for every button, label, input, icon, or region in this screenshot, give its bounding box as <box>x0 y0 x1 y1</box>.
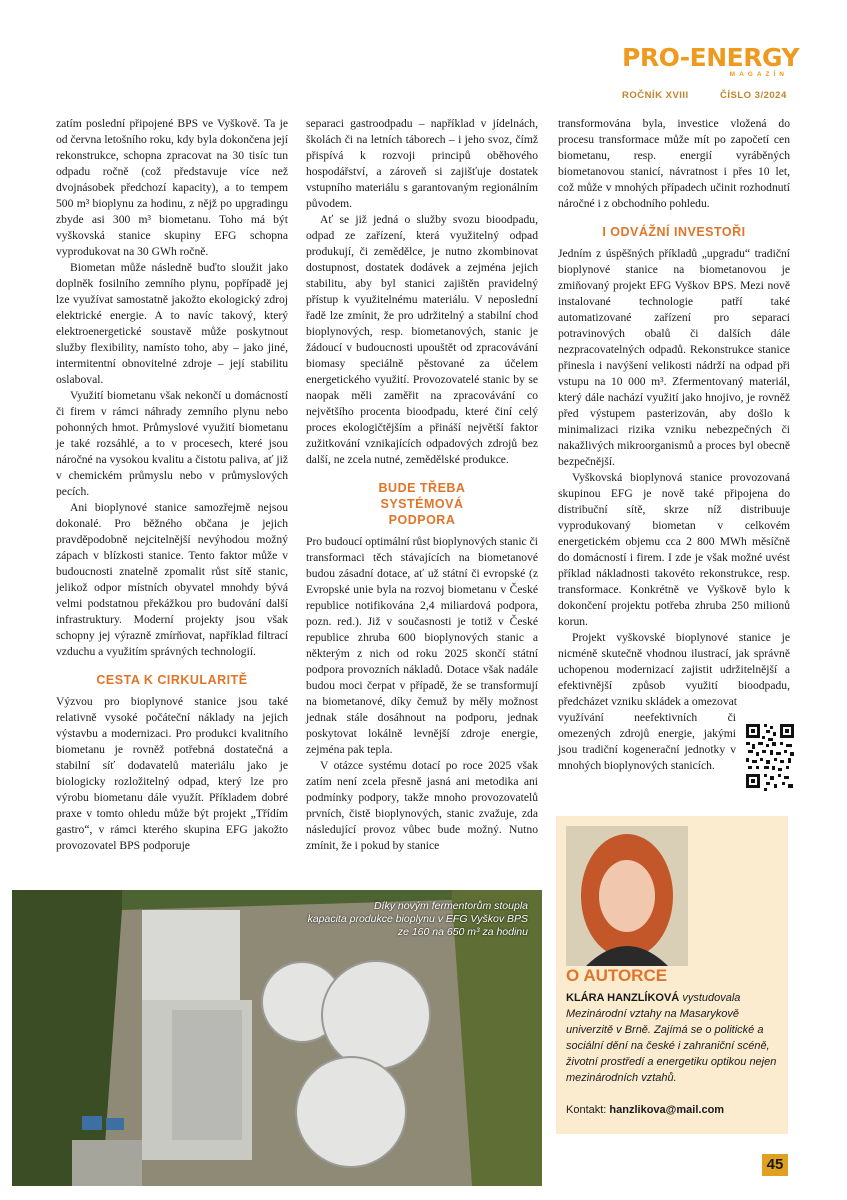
paragraph: separaci gastroodpadu – například v jídelnách, školách či na letních táborech – i jeho svoz, čímž přispívá k rozvoji principů oběhového hospodářství, a zároveň si zajišťuje dostatek vstupního materiálu s garantovaným regionálním původem. <box>306 117 538 210</box>
paragraph: Ani bioplynové stanice samozřejmě nejsou dokonalé. Pro běžného občana je jejich pravděpodobně nejcitelnější nevýhodou možný zápach v blízkosti stanice. Tento faktor může v budoucnosti znatelně zpomalit růst sítě stanic, jelikož odpor místních obyvatel mnohdy bývá velmi podstatnou překážkou pro budování další infrastruktury. Moderní projekty jsou však schopny jej výrazně zmírňovat, například filtrací vzduchu a využitím správných technologií. <box>56 501 288 658</box>
magazine-logo <box>622 43 800 84</box>
biogas-plant-aerial-photo <box>12 890 542 1186</box>
author-description: vystudovala Mezinárodní vztahy na Masarykově univerzitě v Brně. Zajímá se o politické a sociální dění na české i zahraniční scéně, životní prostředí a energetiku optikou nejen mezinárodních vztahů. <box>566 992 777 1084</box>
article-column-3 <box>558 116 790 774</box>
volume-label: ROČNÍK XVIII <box>622 90 689 101</box>
author-section-title: O AUTORCE <box>566 966 668 985</box>
author-portrait <box>566 826 688 966</box>
paragraph: Biometan může následně buďto sloužit jako doplněk fosilního zemního plynu, popřípadě jej lze využívat samostatně jakožto ekologický zdroj elektrické energie. A to navíc takový, který elektroenergetické soustavě může poskytnout služby flexibility, namísto toho, aby – jako jiné, intermitentní obnovitelné zdroje – její stabilitu oslaboval. <box>56 261 288 386</box>
paragraph: transformována byla, investice vložená do procesu transformace může mít po započetí cen biometanu, resp. energií vyráběných biometanovou stanicí, návratnost i přes 10 let, což může v mnohých případech učinit rozhodnutí náročné i z obchodního pohledu. <box>558 117 790 210</box>
portrait-illustration <box>566 826 688 966</box>
page-number: 45 <box>762 1154 788 1176</box>
paragraph: Projekt vyškovské bioplynové stanice je nicméně skutečně vhodnou ilustrací, jak správně uchopenou modernizací zajistit udržitelnější a efektivnější způsob využití bioodpadu, předcházet vzniku skládek a omezovat <box>558 631 790 708</box>
paragraph: V otázce systému dotací po roce 2025 však zatím není zcela přesně jasná ani metodika ani podmínky podpory, takže mnoho provozovatelů prvních, čistě bioplynových, stanic zvažuje, zda následující provoz vůbec bude možný. Nutno zmínit, že i pokud by stanice <box>306 759 538 852</box>
paragraph: Využití biometanu však nekončí u domácností či firem v rámci náhrady zemního plynu nebo pohonných hmot. Průmyslové využití biometanu je také rozsáhlé, a to v procesech, které jsou náročné na vysokou kvalitu a čistotu paliva, ať již v chemickém průmyslu nebo v průmyslových pecích. <box>56 389 288 498</box>
qr-code <box>744 720 796 792</box>
section-heading: BUDE TŘEBA SYSTÉMOVÁ PODPORA <box>378 481 466 527</box>
contact-email[interactable]: hanzlikova@mail.com <box>609 1104 725 1116</box>
issue-label: ČÍSLO 3/2024 <box>720 90 787 101</box>
paragraph: Vyškovská bioplynová stanice provozovaná skupinou EFG je nově také připojena do distribuční sítě, skrze níž distribuuje vyprodukovaný biometan v celkovém energetickém objemu cca 2 800 MWh měsíčně do domácností i firem. I zde je však možné uvést příklad nákladnosti takovéto rekonstrukce, resp. transformace. Konkrétně ve Vyškově bylo k dokončení projektu potřeba zhruba 250 milionů korun. <box>558 471 790 628</box>
author-contact <box>566 1104 724 1116</box>
photo-caption <box>12 900 542 939</box>
paragraph: Ať se již jedná o služby svozu bioodpadu, odpad ze zařízení, která využitelný odpad produkují, či zemědělce, je nutno zkombinovat dostupnost, dostatek dodávek a zejména jejich stabilitu, aby byl stanici zajištěn pravidelný přístup k využitelnému materiálu. V neposlední řadě lze zmínit, že pro udržitelný a stabilní chod bioplynových, resp. biometanových, stanic je žádoucí v budoucnosti upouštět od zpracovávání biomasy speciálně pěstované za účelem energetického využití. Provozovatelé stanic by se naopak měli zaměřit na zpracovávání co největšího procenta bioodpadu, které činí celý proces ekologičtějším a přináší největší faktor zužitkování vznikajících odpadových zdrojů bez další, ne zcela nutné, zemědělské produkce. <box>306 213 538 466</box>
logo-subtitle: MAGAZÍN <box>729 71 788 78</box>
paragraph: Výzvou pro bioplynové stanice jsou také relativně vysoké počáteční náklady na jejich výstavbu a modernizaci. Pro produkci kvalitního biometanu je rovněž potřebná dostatečná a stabilní síť dodavatelů materiálu jako je biologicky rozložitelný odpad, který lze pro výrobu biometanu dále využít. Příkladem dobré praxe v tomto ohledu může být projekt „Třídím gastro“, v rámci kterého skupina EFG jakožto provozovatel BPS podporuje <box>56 695 288 852</box>
caption-line: kapacita produkce bioplynu v EFG Vyškov BPS <box>307 913 528 925</box>
paragraph: Jedním z úspěšných příkladů „upgradu“ tradiční bioplynové stanice na biometanovou je zmiňovaný projekt EFG Vyškov BPS. Mezi nově instalované technologie patří také automatizované zařízení pro separaci potravinových obalů či dalších dále nezpracovatelných odpadů. Rekonstrukce stanice přinesla i navýšení velikosti nádrží na odpad při vstupu na 10 000 m³. Zfermentovaný materiál, který dále nachází využití jako hnojivo, je rovněž před výstupem pasterizován, aby došlo k minimalizaci rizika vzniku nebezpečných či nakažlivých mikroorganismů a proces byl obecně bezpečnější. <box>558 247 790 468</box>
paragraph: Pro budoucí optimální růst bioplynových stanic či transformaci těch stávajících na biometanové budou zásadní dotace, ať už státní či evropské (z Evropské unie byla na rozvoj biometanu v České republice notifikována 2,4 miliardová podpora, pozn. red.). Již v současnosti je totiž v České republice zhruba 600 bioplynových stanic a některým z nich od roku 2025 skončí státní podpora provozních nákladů. Dotace však nadále budou moci čerpat v případě, že se transformují na biometanové, díky čemuž by měly možnost jednak stále dosáhnout na podporu, jednak poskytovat lokálně levnější zdroje energie, zejména pak tepla. <box>306 535 538 756</box>
author-bio <box>566 990 780 1086</box>
logo-text: PRO-ENERGY <box>622 43 800 72</box>
paragraph: využívání neefektivních či omezených zdrojů energie, jakými jsou tradiční kogenerační jednotky v mnohých bioplynových stanicích. <box>558 711 736 772</box>
author-box <box>556 816 788 1134</box>
paragraph: zatím poslední připojené BPS ve Vyškově. Ta je od června letošního roku, kdy byla dokončena její rekonstrukce, schopna zpracovat na 30 tisíc tun odpadu ročně (což představuje více než dvojnásobek předchozí kapacity), a to tempem 500 m³ bioplynu za hodinu, z nějž po upgradingu zbyde asi 300 m³ biometanu. Toho má být vyškovská stanice skupiny EFG schopna vyprodukovat na 30 GWh ročně. <box>56 117 288 258</box>
article-column-2 <box>306 116 538 854</box>
caption-line: Díky novým fermentorům stoupla <box>373 900 528 912</box>
article-column-1 <box>56 116 288 854</box>
section-heading: I ODVÁŽNÍ INVESTOŘI <box>602 225 746 239</box>
author-name: KLÁRA HANZLÍKOVÁ <box>566 992 680 1004</box>
contact-label: Kontakt: <box>566 1104 607 1116</box>
caption-line: ze 160 na 650 m³ za hodinu <box>397 926 528 938</box>
section-heading: CESTA K CIRKULARITĚ <box>96 673 248 687</box>
